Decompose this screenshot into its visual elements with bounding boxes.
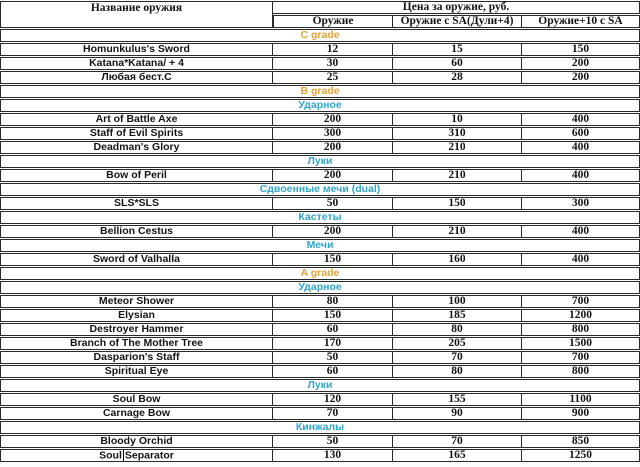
price-cell: 210 [393, 141, 522, 154]
category-section-row [0, 281, 640, 294]
price-cell: 160 [393, 253, 522, 266]
item-row [0, 197, 640, 210]
price-cell: 80 [273, 295, 393, 308]
price-cell: 200 [273, 113, 393, 126]
grade-section-row [0, 85, 640, 98]
item-row [0, 337, 640, 350]
item-row [0, 407, 640, 420]
price-cell: 210 [393, 169, 522, 182]
price-cell: 600 [522, 127, 640, 140]
item-row [0, 435, 640, 448]
grade-section-row [0, 29, 640, 42]
header-price-group: Цена за оружие, руб. [273, 1, 640, 14]
price-cell: 28 [393, 71, 522, 84]
item-name-cell: Soul Bow [0, 393, 273, 406]
item-row [0, 43, 640, 56]
price-cell: 800 [522, 365, 640, 378]
price-cell: 400 [522, 141, 640, 154]
price-cell: 10 [393, 113, 522, 126]
item-name-cell: Meteor Shower [0, 295, 273, 308]
category-section-row [0, 183, 640, 196]
category-section-label: Луки [0, 155, 640, 168]
price-cell: 1500 [522, 337, 640, 350]
item-name-cell: Dasparion's Staff [0, 351, 273, 364]
price-cell: 50 [273, 351, 393, 364]
price-cell: 60 [273, 323, 393, 336]
header-col-weapon-plus10-sa: Оружие+10 с SA [522, 15, 640, 28]
price-cell: 700 [522, 295, 640, 308]
price-cell: 165 [393, 449, 522, 462]
price-cell: 155 [393, 393, 522, 406]
category-section-row [0, 155, 640, 168]
item-row [0, 71, 640, 84]
category-section-label: Ударное [0, 99, 640, 112]
item-row [0, 253, 640, 266]
price-cell: 80 [393, 365, 522, 378]
header-row-1 [0, 1, 640, 14]
item-row [0, 351, 640, 364]
item-row [0, 225, 640, 238]
item-row [0, 323, 640, 336]
category-section-row [0, 99, 640, 112]
item-name-cell: Branch of The Mother Tree [0, 337, 273, 350]
price-cell: 70 [393, 435, 522, 448]
item-name-cell: Art of Battle Axe [0, 113, 273, 126]
price-cell: 900 [522, 407, 640, 420]
item-row [0, 295, 640, 308]
grade-section-row [0, 267, 640, 280]
price-cell: 800 [522, 323, 640, 336]
price-cell: 200 [273, 169, 393, 182]
item-name-cell: Destroyer Hammer [0, 323, 273, 336]
price-cell: 150 [522, 43, 640, 56]
price-cell: 80 [393, 323, 522, 336]
category-section-label: Луки [0, 379, 640, 392]
price-cell: 200 [273, 141, 393, 154]
text-cursor [123, 450, 124, 461]
price-cell: 150 [273, 253, 393, 266]
category-section-row [0, 211, 640, 224]
price-cell: 400 [522, 225, 640, 238]
price-cell: 300 [522, 197, 640, 210]
price-cell: 205 [393, 337, 522, 350]
price-cell: 400 [522, 169, 640, 182]
price-cell: 60 [273, 365, 393, 378]
category-section-row [0, 379, 640, 392]
price-cell: 15 [393, 43, 522, 56]
header-col-weapon-sa: Оружие с SA(Дули+4) [393, 15, 522, 28]
price-cell: 90 [393, 407, 522, 420]
grade-section-label: A grade [0, 267, 640, 280]
item-row [0, 141, 640, 154]
header-col-weapon: Оружие [273, 15, 393, 28]
category-section-label: Кинжалы [0, 421, 640, 434]
price-cell: 850 [522, 435, 640, 448]
item-name-cell: Spiritual Eye [0, 365, 273, 378]
category-section-label: Ударное [0, 281, 640, 294]
price-cell: 30 [273, 57, 393, 70]
item-name-cell: Sword of Valhalla [0, 253, 273, 266]
item-row [0, 365, 640, 378]
item-row [0, 57, 640, 70]
header-weapon-name: Название оружия [0, 1, 273, 28]
price-cell: 60 [393, 57, 522, 70]
item-row [0, 113, 640, 126]
item-name-cell: Deadman's Glory [0, 141, 273, 154]
item-name-cell: Soul Separator [0, 449, 273, 462]
item-name-cell: SLS*SLS [0, 197, 273, 210]
price-cell: 1100 [522, 393, 640, 406]
price-cell: 185 [393, 309, 522, 322]
price-cell: 400 [522, 253, 640, 266]
item-name-cell: Bellion Cestus [0, 225, 273, 238]
item-row [0, 127, 640, 140]
category-section-label: Кастеты [0, 211, 640, 224]
price-cell: 150 [273, 309, 393, 322]
price-cell: 70 [273, 407, 393, 420]
price-cell: 400 [522, 113, 640, 126]
item-row [0, 309, 640, 322]
price-cell: 25 [273, 71, 393, 84]
category-section-row [0, 239, 640, 252]
price-cell: 210 [393, 225, 522, 238]
grade-section-label: C grade [0, 29, 640, 42]
item-name-cell: Staff of Evil Spirits [0, 127, 273, 140]
price-cell: 200 [273, 225, 393, 238]
item-name-cell: Katana*Katana/ + 4 [0, 57, 273, 70]
price-cell: 120 [273, 393, 393, 406]
item-name-cell: Bow of Peril [0, 169, 273, 182]
category-section-label: Сдвоенные мечи (dual) [0, 183, 640, 196]
price-cell: 300 [273, 127, 393, 140]
price-cell: 130 [273, 449, 393, 462]
price-cell: 310 [393, 127, 522, 140]
item-name-cell: Elysian [0, 309, 273, 322]
item-name-cell: Bloody Orchid [0, 435, 273, 448]
item-row [0, 449, 640, 462]
price-cell: 170 [273, 337, 393, 350]
price-cell: 200 [522, 71, 640, 84]
price-cell: 200 [522, 57, 640, 70]
item-name-cell: Carnage Bow [0, 407, 273, 420]
price-cell: 700 [522, 351, 640, 364]
category-section-label: Мечи [0, 239, 640, 252]
grade-section-label: B grade [0, 85, 640, 98]
price-cell: 50 [273, 197, 393, 210]
item-name-cell: Любая бест.С [0, 71, 273, 84]
price-cell: 12 [273, 43, 393, 56]
price-cell: 150 [393, 197, 522, 210]
price-cell: 1200 [522, 309, 640, 322]
item-name-cell: Homunkulus's Sword [0, 43, 273, 56]
price-cell: 70 [393, 351, 522, 364]
price-cell: 1250 [522, 449, 640, 462]
item-row [0, 169, 640, 182]
category-section-row [0, 421, 640, 434]
table-body [0, 29, 640, 462]
item-row [0, 393, 640, 406]
price-cell: 100 [393, 295, 522, 308]
price-cell: 50 [273, 435, 393, 448]
